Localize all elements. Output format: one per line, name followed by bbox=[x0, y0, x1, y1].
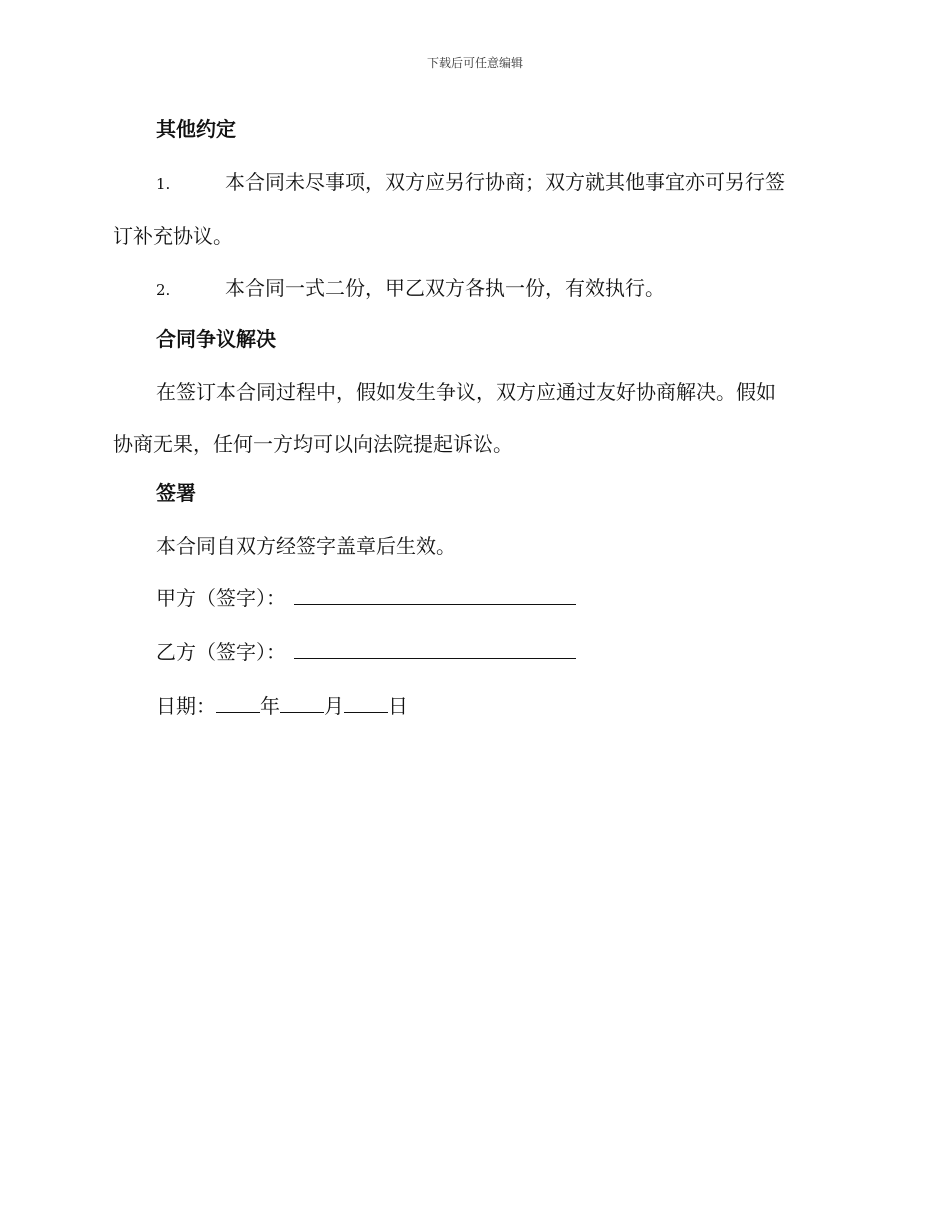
sign-intro: 本合同自双方经签字盖章后生效。 bbox=[156, 534, 456, 558]
list-text: 本合同一式二份，甲乙双方各执一份，有效执行。 bbox=[225, 276, 665, 300]
party-a-label: 甲方（签字）： bbox=[156, 586, 286, 610]
list-item bbox=[113, 156, 833, 210]
list-item bbox=[113, 262, 833, 316]
month-label: 月 bbox=[324, 694, 344, 718]
section-title-other: 其他约定 bbox=[156, 117, 236, 141]
day-blank[interactable] bbox=[344, 692, 388, 713]
day-label: 日 bbox=[388, 694, 408, 718]
month-blank[interactable] bbox=[280, 692, 324, 713]
list-number: 1. bbox=[156, 175, 171, 193]
party-a-signature bbox=[156, 572, 833, 626]
list-text: 本合同未尽事项，双方应另行协商；双方就其他事宜亦可另行签 bbox=[225, 170, 785, 194]
page-header: 下载后可任意编辑 bbox=[426, 56, 523, 70]
section-title-dispute: 合同争议解决 bbox=[156, 327, 276, 351]
dispute-paragraph-line1: 在签订本合同过程中，假如发生争议，双方应通过友好协商解决。假如 bbox=[156, 380, 776, 404]
year-label: 年 bbox=[260, 694, 280, 718]
section-title-sign: 签署 bbox=[156, 481, 196, 505]
list-number: 2. bbox=[156, 281, 171, 299]
party-a-signature-blank[interactable] bbox=[294, 584, 576, 605]
party-b-signature-blank[interactable] bbox=[294, 638, 576, 659]
list-text-continued: 订补充协议。 bbox=[113, 224, 233, 248]
dispute-paragraph-line2: 协商无果，任何一方均可以向法院提起诉讼。 bbox=[113, 432, 513, 456]
party-b-label: 乙方（签字）： bbox=[156, 640, 286, 664]
date-line bbox=[156, 680, 833, 732]
year-blank[interactable] bbox=[216, 692, 260, 713]
date-label: 日期： bbox=[156, 694, 216, 718]
party-b-signature bbox=[156, 626, 833, 680]
document-body bbox=[113, 108, 833, 732]
